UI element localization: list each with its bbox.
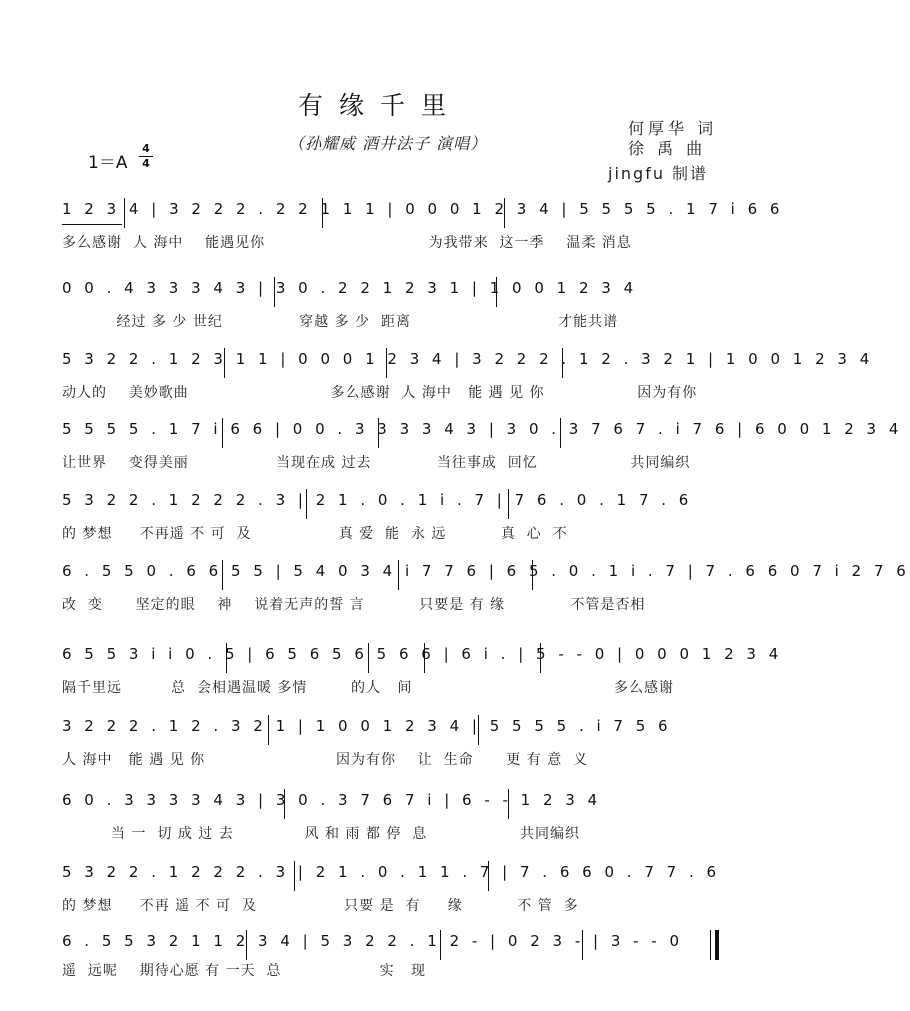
bar-line [268, 715, 269, 745]
time-signature-bottom: 4 [142, 157, 150, 170]
notation-line: 6 . 5 5 3 2 1 1 2 3 4 | 5 3 2 2 . 1 2 - | 0 2 3 - | 3 - - 0 [62, 932, 684, 950]
bar-line [582, 930, 583, 960]
lyric-line: 的 梦想 不再遥 不 可 及 真 爱 能 永 远 真 心 不 [62, 526, 568, 542]
lyric-line: 遥 远呢 期待心愿 有 一天 总 实 现 [62, 963, 426, 979]
staff-system [0, 489, 760, 551]
bar-line [246, 930, 247, 960]
staff-system [0, 348, 874, 410]
bar-line [226, 643, 227, 673]
bar-line [306, 489, 307, 519]
lyric-line: 人 海中 能 遇 见 你 因为有你 让 生命 更 有 意 义 [62, 752, 589, 768]
lyric-line: 多么感谢 人 海中 能遇见你 为我带来 这一季 温柔 消息 [62, 235, 632, 251]
notation-line: 0 0 . 4 3 3 3 4 3 | 3 0 . 2 2 1 2 3 1 | 1 0 0 1 2 3 4 [62, 279, 638, 297]
bar-line [478, 715, 479, 745]
bar-line [560, 418, 561, 448]
bar-line [562, 348, 563, 378]
song-title: 有缘千里 [297, 91, 462, 120]
lyric-line: 隔千里远 总 会相遇温暖 多情 的人 间 多么感谢 [62, 680, 675, 696]
bar-line [124, 198, 125, 228]
bar-line [488, 861, 489, 891]
bar-line [540, 643, 541, 673]
beam-line [62, 224, 122, 225]
lyric-line: 让世界 变得美丽 当现在成 过去 当往事成 回忆 共同编织 [62, 455, 691, 471]
staff-system [0, 560, 910, 622]
lyric-line: 经过 多 少 世纪 穿越 多 少 距离 才能共谱 [62, 314, 619, 330]
lyric-line: 当 一 切 成 过 去 风 和 雨 都 停 息 共同编织 [62, 826, 580, 842]
final-barline [710, 930, 719, 960]
notation-line: 5 5 5 5 . 1 7 i 6 6 | 0 0 . 3 3 3 3 4 3 | 3 0 . 3 7 6 7 . i 7 6 | 6 0 0 1 2 3 4 [62, 420, 903, 438]
notation-line: 6 0 . 3 3 3 3 4 3 | 3 0 . 3 7 6 7 i | 6 - - 1 2 3 4 [62, 791, 602, 809]
bar-line [508, 489, 509, 519]
arranger-credit: jingfu 制谱 [608, 164, 709, 183]
composer-credit: 徐 禹 曲 [628, 139, 707, 158]
notation-line: 5 3 2 2 . 1 2 2 2 . 3 | 2 1 . 0 . 1 1 . 7 | 7 . 6 6 0 . 7 7 . 6 [62, 863, 721, 881]
lyric-line: 动人的 美妙歌曲 多么感谢 人 海中 能 遇 见 你 因为有你 [62, 385, 698, 401]
bar-line [294, 861, 295, 891]
bar-line [532, 560, 533, 590]
bar-line [284, 789, 285, 819]
bar-line [368, 643, 369, 673]
staff-system [0, 789, 760, 851]
staff-system [0, 861, 760, 923]
staff-system [0, 277, 760, 339]
bar-line [424, 643, 425, 673]
bar-line [398, 560, 399, 590]
bar-line [386, 348, 387, 378]
lyric-line: 改 变 坚定的眼 神 说着无声的誓 言 只要是 有 缘 不管是否相 [62, 597, 646, 613]
notation-line: 1 2 3 4 | 3 2 2 2 . 2 2 1 1 1 | 0 0 0 1 2 3 4 | 5 5 5 5 . 1 7 i 6 6 [62, 200, 784, 218]
performers: （孙耀威 酒井法子 演唱） [288, 134, 488, 153]
staff-system [0, 198, 784, 260]
bar-line [378, 418, 379, 448]
notation-line: 6 5 5 3 i i 0 . 5 | 6 5 6 5 6 5 6 6 | 6 i . | 5 - - 0 | 0 0 0 1 2 3 4 [62, 645, 783, 663]
bar-line [440, 930, 441, 960]
notation-line: 5 3 2 2 . 1 2 2 2 . 3 | 2 1 . 0 . 1 i . 7 | 7 6 . 0 . 1 7 . 6 [62, 491, 693, 509]
staff-system [0, 715, 760, 777]
bar-line [222, 560, 223, 590]
bar-line [224, 348, 225, 378]
staff-system [0, 418, 903, 480]
time-signature [139, 142, 153, 171]
bar-line [504, 198, 505, 228]
bar-line [496, 277, 497, 307]
key-signature: 1＝A [88, 153, 128, 173]
bar-line [222, 418, 223, 448]
staff-system [0, 643, 783, 705]
bar-line [508, 789, 509, 819]
notation-line: 6 . 5 5 0 . 6 6 5 5 | 5 4 0 3 4 i 7 7 6 | 6 5 . 0 . 1 i . 7 | 7 . 6 6 0 7 i 2 7 6 [62, 562, 910, 580]
bar-line [274, 277, 275, 307]
time-signature-top: 4 [142, 142, 150, 155]
bar-line [322, 198, 323, 228]
lyric-line: 的 梦想 不再 遥 不 可 及 只要 是 有 缘 不 管 多 [62, 898, 579, 914]
lyricist-credit: 何厚华 词 [628, 119, 718, 138]
notation-line: 3 2 2 2 . 1 2 . 3 2 1 | 1 0 0 1 2 3 4 | 5 5 5 5 . i 7 5 6 [62, 717, 672, 735]
staff-system [0, 930, 760, 992]
notation-line: 5 3 2 2 . 1 2 3 1 1 | 0 0 0 1 2 3 4 | 3 2 2 2 . 1 2 . 3 2 1 | 1 0 0 1 2 3 4 [62, 350, 874, 368]
